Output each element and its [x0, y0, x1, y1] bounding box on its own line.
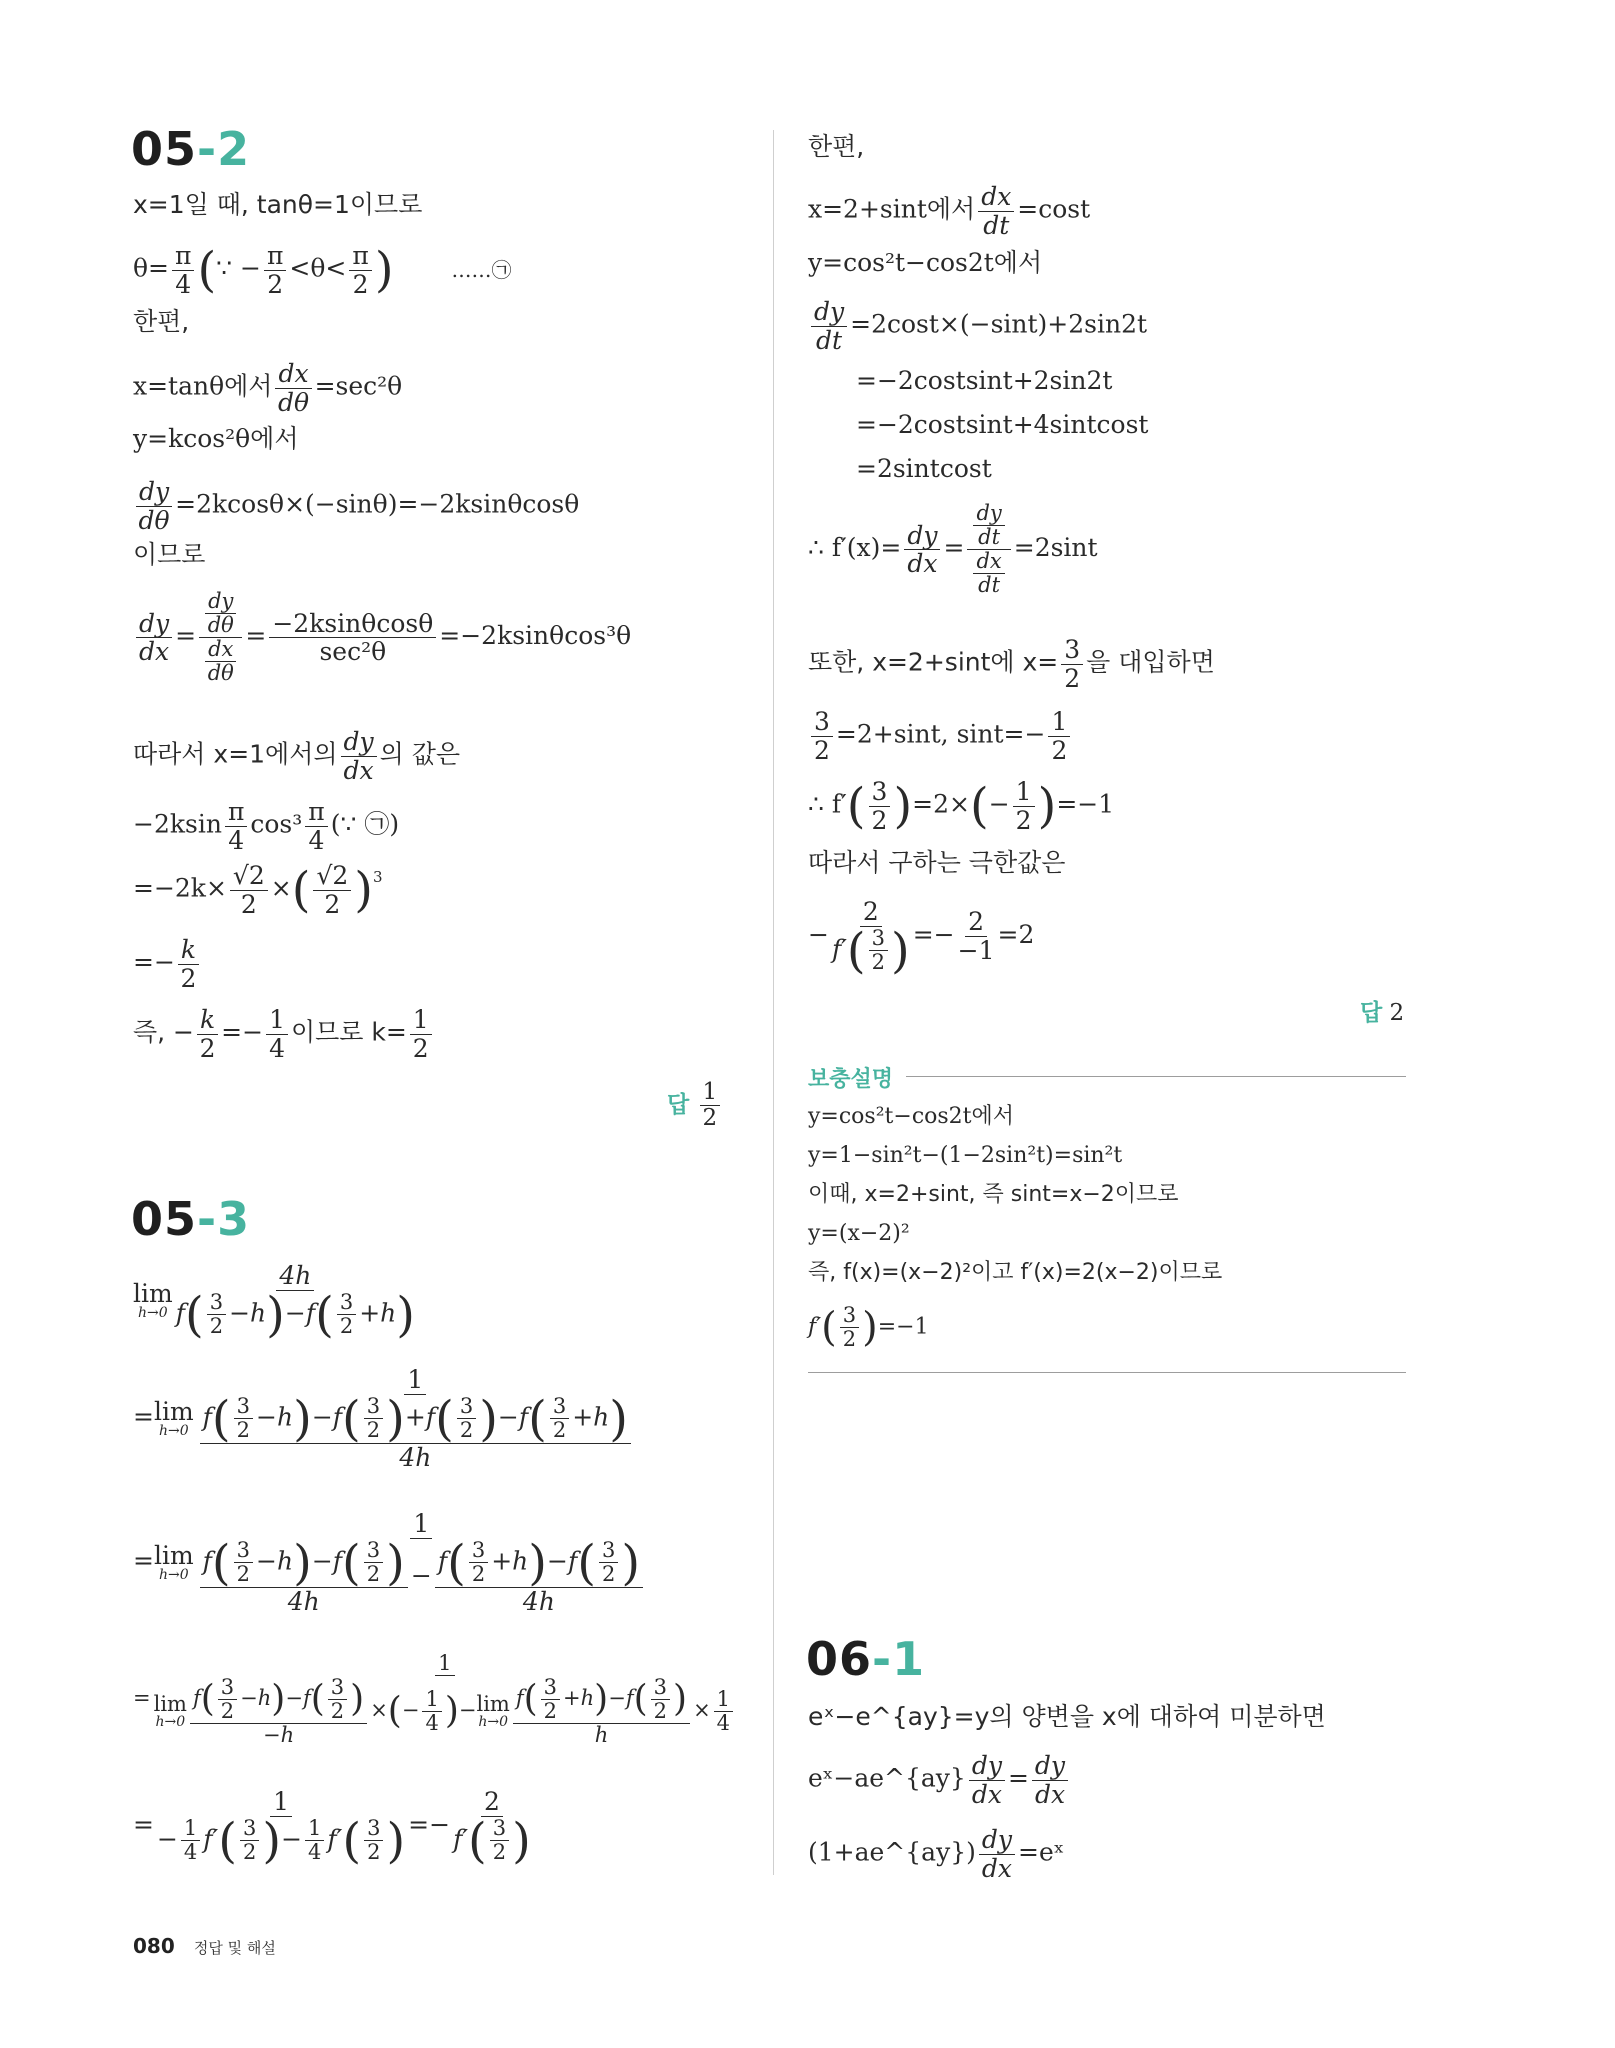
page-number: 080 [133, 1934, 175, 1958]
section-heading-05-3: 05-3 [131, 1192, 251, 1246]
line: y=cos²t−cos2t에서 [808, 1104, 1015, 1129]
section-heading-06-1: 06-1 [806, 1632, 926, 1686]
footer-label: 정답 및 해설 [193, 1939, 276, 1957]
line: = lim h→0 1 f( $\frac{3}{2}$ −h)−f( $\frac{3}{2}$ )+f( $\frac{3}{2}$ )−f( $\frac{3}{2}$ +h) 4h [133, 1366, 637, 1471]
line: θ= $\frac{\pi}{4}$ (∵ − $\frac{\pi}{2}$ <θ< $\frac{\pi}{2}$ ) ……㉠ [133, 241, 512, 299]
line: =− $\frac{k}{2}$ [133, 936, 202, 992]
column-divider [773, 130, 774, 1875]
line: y=cos²t−cos2t에서 [808, 248, 1043, 277]
line: y=(x−2)² [808, 1221, 910, 1246]
line: = lim h→0 1 f( $\frac{3}{2}$ −h)−f( $\frac{3}{2}$ ) 4h − f( $\frac{3}{2}$ +h)−f( $\frac{3}{2}$ ) 4h [133, 1510, 649, 1615]
line: $\frac{3}{2}$ =2+sint, sint=− $\frac{1}{2}$ [808, 708, 1073, 764]
page-footer [133, 1934, 276, 1958]
line: y=1−sin²t−(1−2sin²t)=sin²t [808, 1143, 1123, 1168]
line: 즉, f(x)=(x−2)²이고 f′(x)=2(x−2)이므로 [808, 1260, 1223, 1285]
line: (1+ae^{ay}) $\frac{dy}{dx}$ =eˣ [808, 1825, 1065, 1883]
line: =−2costsint+4sintcost [856, 410, 1149, 439]
line: 이때, x=2+sint, 즉 sint=x−2이므로 [808, 1182, 1179, 1207]
line: 한편, [133, 307, 190, 336]
answer-05-3: 답 2 [1360, 1000, 1405, 1026]
answer-05-2: 답 $\frac{1}{2}$ [667, 1080, 723, 1132]
supplement-top-rule [906, 1076, 1406, 1077]
line: 한편, [808, 132, 865, 161]
line: y=kcos²θ에서 [133, 424, 299, 453]
line: 이므로 [133, 540, 206, 569]
line: x=tanθ에서 $\frac{dx}{d\theta}$ =sec²θ [133, 359, 403, 417]
line: 또한, x=2+sint에 x= $\frac{3}{2}$ 을 대입하면 [808, 635, 1215, 693]
line: − 2 f′( $\frac{3}{2}$ ) =− $\frac{2}{-1}$ =2 [808, 897, 1035, 979]
line: ∴ f′(x)= $\frac{dy}{dx}$ = $\frac{dy}{dt}$ $\frac{dx}{dt}$ =2sint [808, 501, 1098, 598]
line: =−2k× $\frac{√2}{2}$ ×( $\frac{√2}{2}$ )$^3$ [133, 861, 383, 919]
line: 따라서 구하는 극한값은 [808, 848, 1066, 877]
line: 즉, − $\frac{k}{2}$ =− $\frac{1}{4}$ 이므로 k= $\frac{1}{2}$ [133, 1006, 435, 1062]
line: eˣ−e^{ay}=y의 양변을 x에 대하여 미분하면 [808, 1702, 1326, 1731]
line: eˣ−ae^{ay} $\frac{dy}{dx}$ = $\frac{dy}{dx}$ [808, 1752, 1071, 1808]
line: 따라서 x=1에서의 $\frac{dy}{dx}$ 의 값은 [133, 727, 461, 785]
line: x=2+sint에서 $\frac{dx}{dt}$ =cost [808, 182, 1091, 240]
line: =−2costsint+2sin2t [856, 366, 1113, 395]
line: $\frac{dy}{dx}$ = $\frac{dy}{d\theta}$ $\frac{dx}{d\theta}$ = −2ksinθcosθ sec²θ =−2ksinθcos³θ [133, 590, 631, 685]
supplement-title: 보충설명 [808, 1067, 894, 1092]
line: lim h→0 4h f( $\frac{3}{2}$ −h)−f( $\frac{3}{2}$ +h) [133, 1261, 415, 1343]
line: x=1일 때, tanθ=1이므로 [133, 190, 423, 219]
line: = 1 − $\frac{1}{4}$ f′( $\frac{3}{2}$ )− $\frac{1}{4}$ f′( $\frac{3}{2}$ ) =− 2 f′( $\frac{3}{2}$ ) [133, 1787, 531, 1869]
supplement-bottom-rule [808, 1372, 1406, 1373]
line: −2ksin $\frac{\pi}{4}$ cos³ $\frac{\pi}{4}$ (∵ ㉠) [133, 797, 400, 855]
line: f′( $\frac{3}{2}$ )=−1 [808, 1303, 929, 1352]
section-heading-05-2: 05-2 [131, 122, 251, 176]
line: = 1 lim h→0 f( $\frac{3}{2}$ −h)−f( $\frac{3}{2}$ ) −h ×(− $\frac{1}{4}$ )− lim h→0 f( $\frac{3}{2}$ +h)−f( $\frac{3}{2}$ ) h × $\frac{1}{4}$ [133, 1652, 739, 1747]
line: =2sintcost [856, 454, 992, 483]
line: $\frac{dy}{d\theta}$ =2kcosθ×(−sinθ)=−2ksinθcosθ [133, 478, 579, 534]
line: ∴ f′( $\frac{3}{2}$ )=2×(− $\frac{1}{2}$ )=−1 [808, 777, 1115, 835]
line: $\frac{dy}{dt}$ =2cost×(−sint)+2sin2t [808, 298, 1147, 354]
